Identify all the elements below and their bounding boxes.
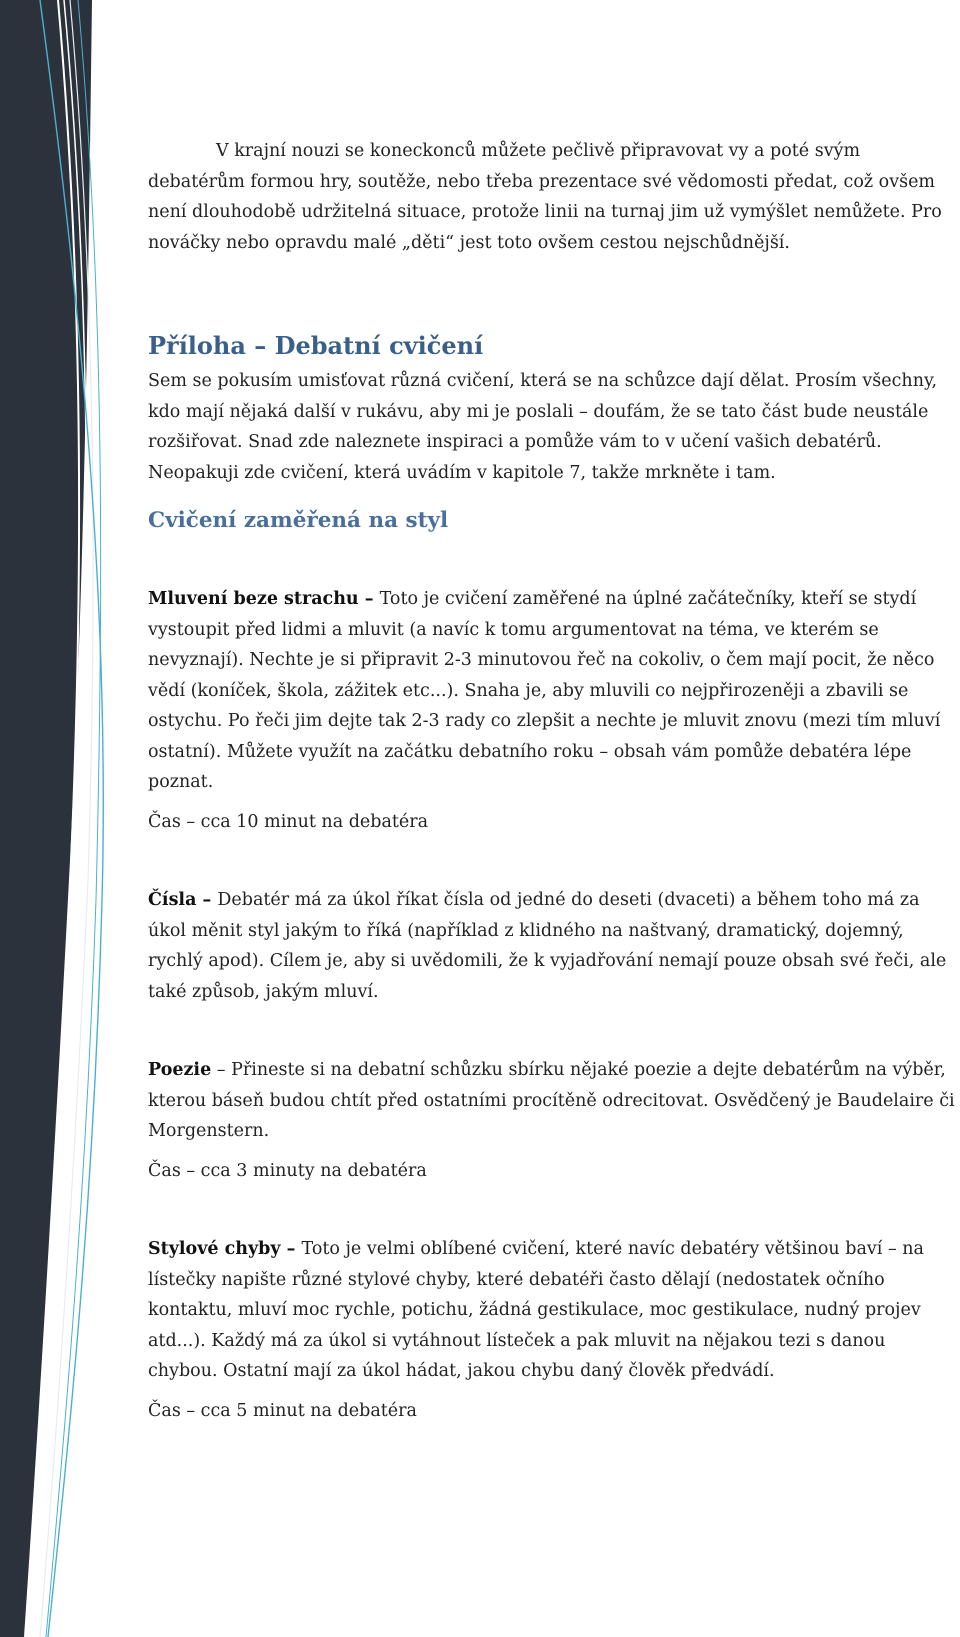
- exercise-text: Přineste si na debatní schůzku sbírku nějaké poezie a dejte debatérům na výběr, kterou báseň budou chtít před ostatními procítěně odrecitovat. Osvědčený je Baudelaire či Morgenstern.: [148, 1060, 955, 1141]
- appendix-paragraph: Sem se pokusím umisťovat různá cvičení, která se na schůzce dají dělat. Prosím všechny, kdo mají nějaká další v rukávu, aby mi je poslali – doufám, že se tato část bude neustále rozšiřovat. Snad zde naleznete inspiraci a pomůže vám to v učení vašich debatérů. Neopakuji zde cvičení, která uvádím v kapitole 7, takže mrkněte i tam.: [148, 371, 938, 483]
- exercise-text: Toto je cvičení zaměřené na úplné začátečníky, kteří se stydí vystoupit před lidmi a mluvit (a navíc k tomu argumentovat na téma, ve kterém se nevyznají). Nechte je si připravit 2-3 minutovou řeč na cokoliv, o čem mají pocit, že něco vědí (koníček, škola, zážitek etc...). Snaha je, aby mluvili co nejpřirozeněji a zbavili se ostychu. Po řeči jim dejte tak 2-3 rady co zlepšit a nechte je mluvit znovu (mezi tím mluví ostatní). Můžete využít na začátku debatního roku – obsah vám pomůže debatéra lépe poznat.: [148, 589, 941, 792]
- intro-paragraph: V krajní nouzi se koneckonců můžete pečlivě připravovat vy a poté svým debatérům formou hry, soutěže, nebo třeba prezentace své vědomosti předat, což ovšem není dlouhodobě udržitelná situace, protože linii na turnaj jim už vymýšlet nemůžete. Pro nováčky nebo opravdu malé „děti“ jest toto ovšem cestou nejschůdnější.: [148, 141, 942, 253]
- exercise-fearless-speaking: [148, 584, 960, 837]
- exercise-title: Čísla: [148, 890, 197, 910]
- exercise-numbers: [148, 885, 960, 1007]
- exercise-time: Čas – cca 10 minut na debatéra: [148, 811, 429, 832]
- exercise-dash: –: [211, 1060, 232, 1080]
- exercise-title: Stylové chyby: [148, 1239, 281, 1259]
- exercise-title: Poezie: [148, 1060, 212, 1080]
- exercise-time: Čas – cca 5 minut na debatéra: [148, 1400, 417, 1421]
- exercise-style-mistakes: [148, 1234, 960, 1426]
- exercise-dash: –: [196, 890, 218, 910]
- exercise-body: [148, 885, 960, 1007]
- appendix-heading: Příloha – Debatní cvičení: [148, 331, 484, 360]
- exercise-text: Debatér má za úkol říkat čísla od jedné do deseti (dvaceti) a během toho má za úkol měnit styl jakým to říká (například z klidného na naštvaný, dramatický, dojemný, rychlý apod). Cílem je, aby si uvědomili, že k vyjadřování nemají pouze obsah své řeči, ale také způsob, jakým mluví.: [148, 890, 947, 1002]
- exercise-body: [148, 1055, 960, 1147]
- exercise-body: [148, 584, 960, 798]
- style-exercises-heading: Cvičení zaměřená na styl: [148, 508, 449, 533]
- exercise-time: Čas – cca 3 minuty na debatéra: [148, 1160, 427, 1181]
- exercise-poetry: [148, 1055, 960, 1186]
- exercise-text: Toto je velmi oblíbené cvičení, které navíc debatéry většinou baví – na lístečky napište různé stylové chyby, které debatéři často dělají (nedostatek očního kontaktu, mluví moc rychle, potichu, žádná gestikulace, moc gestikulace, nudný projev atd...). Každý má za úkol si vytáhnout lísteček a pak mluvit na nějakou tezi s danou chybou. Ostatní mají za úkol hádat, jakou chybu daný člověk předvádí.: [148, 1239, 924, 1381]
- exercise-dash: –: [280, 1239, 302, 1259]
- exercise-dash: –: [358, 589, 380, 609]
- exercise-title: Mluvení beze strachu: [148, 589, 359, 609]
- dark-sidebar-band: [0, 0, 92, 1637]
- exercise-body: [148, 1234, 960, 1387]
- document-page: [148, 136, 960, 1426]
